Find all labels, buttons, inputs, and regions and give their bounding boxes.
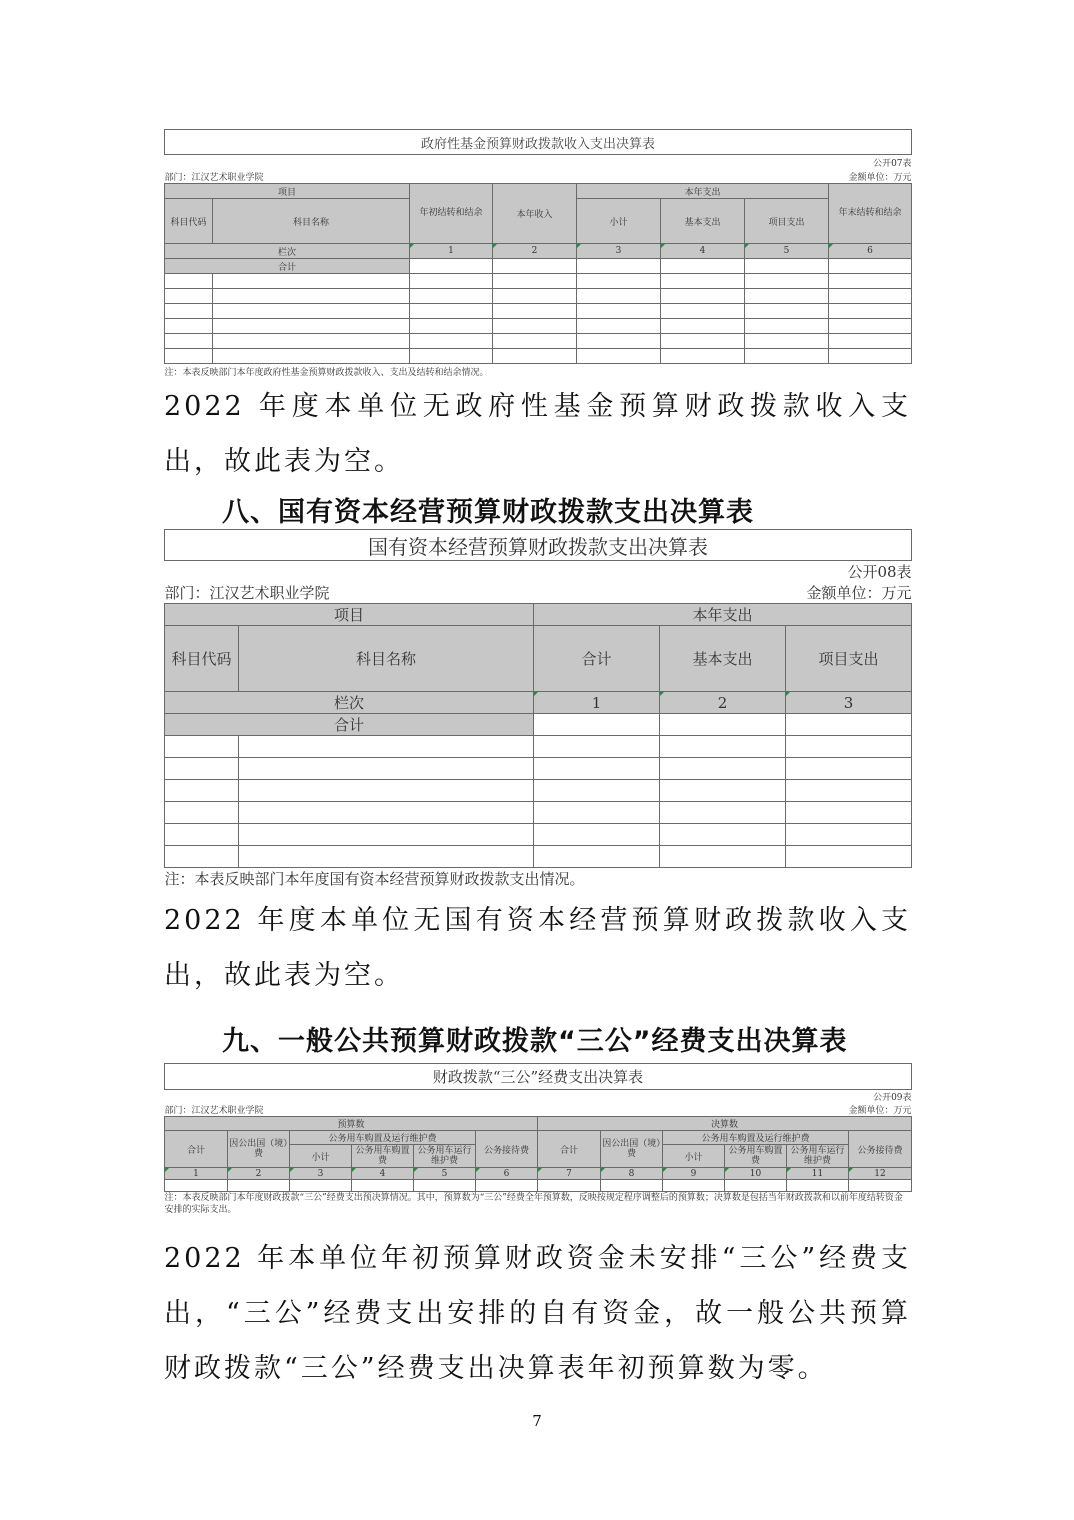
header-basic: 基本支出 [660, 626, 786, 692]
table-row [165, 1180, 912, 1192]
table-row [165, 349, 912, 364]
header-car-running: 公务用车运行维护费 [414, 1145, 476, 1168]
column-number: 5 [414, 1168, 476, 1180]
table-cell [829, 259, 912, 274]
section-heading-9: 九、一般公共预算财政拨款“三公”经费支出决算表 [222, 1026, 848, 1057]
table-cell [660, 714, 786, 736]
table-cell [534, 714, 660, 736]
column-number: 7 [538, 1168, 601, 1180]
paragraph-government-fund: 2022 年度本单位无政府性基金预算财政拨款收入支出，故此表为空。 [164, 391, 911, 477]
table-unit: 金额单位：万元 [806, 584, 912, 602]
header-total: 合计 [538, 1131, 601, 1168]
column-number: 2 [660, 692, 786, 714]
column-number: 4 [661, 244, 745, 259]
table-note: 注：本表反映部门本年度国有资本经营预算财政拨款支出情况。 [165, 868, 912, 890]
header-budget: 预算数 [165, 1117, 538, 1131]
header-car: 公务用车购置及运行维护费 [290, 1131, 476, 1145]
table-cell [786, 714, 912, 736]
table-row [165, 289, 912, 304]
header-basic: 基本支出 [661, 199, 745, 244]
header-income: 本年收入 [493, 184, 577, 244]
column-number: 1 [165, 1168, 228, 1180]
header-reception: 公务接待费 [476, 1131, 538, 1168]
section-heading-8: 八、国有资本经营预算财政拨款支出决算表 [222, 497, 754, 528]
table-note: 注：本表反映部门本年度财政拨款“三公”经费支出预决算情况。其中，预算数为“三公”经费全年预算数，反映按规定程序调整后的预算数；决算数是包括当年财政拨款和以前年度结转资金安排的实际支出。 [165, 1192, 912, 1217]
header-name: 科目名称 [213, 199, 410, 244]
column-number: 3 [290, 1168, 352, 1180]
paragraph-three-public: 2022 年本单位年初预算财政资金未安排“三公”经费支出，“三公”经费支出安排的自有资金，故一般公共预算财政拨款“三公”经费支出决算表年初预算数为零。 [164, 1243, 911, 1384]
column-number: 2 [228, 1168, 290, 1180]
total-label: 合计 [165, 714, 534, 736]
column-number: 3 [577, 244, 661, 259]
header-abroad: 因公出国（境）费 [228, 1131, 290, 1168]
table-title: 财政拨款“三公”经费支出决算表 [165, 1064, 912, 1090]
column-number: 4 [352, 1168, 414, 1180]
header-car-purchase: 公务用车购置费 [725, 1145, 787, 1168]
table-row [165, 846, 912, 868]
header-car: 公务用车购置及运行维护费 [663, 1131, 849, 1145]
table-title: 国有资本经营预算财政拨款支出决算表 [165, 530, 912, 561]
header-car-running: 公务用车运行维护费 [787, 1145, 849, 1168]
header-name: 科目名称 [239, 626, 534, 692]
header-subtotal: 小计 [577, 199, 661, 244]
header-code: 科目代码 [165, 626, 239, 692]
column-number: 1 [534, 692, 660, 714]
column-label: 栏次 [165, 692, 534, 714]
table-title: 政府性基金预算财政拨款收入支出决算表 [165, 130, 912, 155]
table-row [165, 319, 912, 334]
table-cell [745, 259, 829, 274]
table-note: 注：本表反映部门本年度政府性基金预算财政拨款收入、支出及结转和结余情况。 [165, 364, 912, 379]
column-number: 11 [787, 1168, 849, 1180]
column-number: 12 [849, 1168, 912, 1180]
table-row [165, 780, 912, 802]
table-department: 部门：江汉艺术职业学院 [164, 584, 330, 602]
table-unit: 金额单位：万元 [848, 1106, 912, 1116]
column-number: 10 [725, 1168, 787, 1180]
government-fund-table [164, 129, 912, 378]
header-subtotal: 小计 [290, 1145, 352, 1168]
table-row [165, 824, 912, 846]
header-item: 项目 [165, 184, 410, 199]
table-cell [661, 259, 745, 274]
total-label: 合计 [165, 259, 410, 274]
column-number: 5 [745, 244, 829, 259]
three-public-expense-table [164, 1063, 912, 1216]
header-item: 项目 [165, 604, 534, 626]
table-unit: 金额单位：万元 [848, 172, 912, 183]
header-end-balance: 年末结转和结余 [829, 184, 912, 244]
header-current-expense: 本年支出 [577, 184, 829, 199]
header-total: 合计 [165, 1131, 228, 1168]
table-cell [577, 259, 661, 274]
table-cell [410, 259, 493, 274]
table-department: 部门：江汉艺术职业学院 [164, 172, 264, 183]
column-number: 2 [493, 244, 577, 259]
column-number: 6 [829, 244, 912, 259]
table-row [165, 802, 912, 824]
header-project: 项目支出 [786, 626, 912, 692]
column-label: 栏次 [165, 244, 410, 259]
state-capital-table [164, 529, 912, 889]
table-cell [493, 259, 577, 274]
column-number: 9 [663, 1168, 725, 1180]
page-number: 7 [532, 1412, 542, 1430]
column-number: 8 [601, 1168, 663, 1180]
header-current-expense: 本年支出 [534, 604, 912, 626]
header-total: 合计 [534, 626, 660, 692]
header-start-balance: 年初结转和结余 [410, 184, 493, 244]
column-number: 6 [476, 1168, 538, 1180]
header-reception: 公务接待费 [849, 1131, 912, 1168]
header-abroad: 因公出国（境）费 [601, 1131, 663, 1168]
column-number: 1 [410, 244, 493, 259]
header-final: 决算数 [538, 1117, 912, 1131]
column-number: 3 [786, 692, 912, 714]
table-code: 公开09表 [873, 1093, 912, 1103]
table-row [165, 758, 912, 780]
table-row [165, 334, 912, 349]
table-row [165, 736, 912, 758]
table-row [165, 274, 912, 289]
table-code: 公开07表 [873, 158, 912, 169]
header-car-purchase: 公务用车购置费 [352, 1145, 414, 1168]
table-department: 部门：江汉艺术职业学院 [164, 1106, 264, 1116]
table-code: 公开08表 [847, 563, 912, 581]
paragraph-state-capital: 2022 年度本单位无国有资本经营预算财政拨款收入支出，故此表为空。 [164, 905, 911, 991]
header-subtotal: 小计 [663, 1145, 725, 1168]
header-code: 科目代码 [165, 199, 213, 244]
header-project: 项目支出 [745, 199, 829, 244]
table-row [165, 304, 912, 319]
